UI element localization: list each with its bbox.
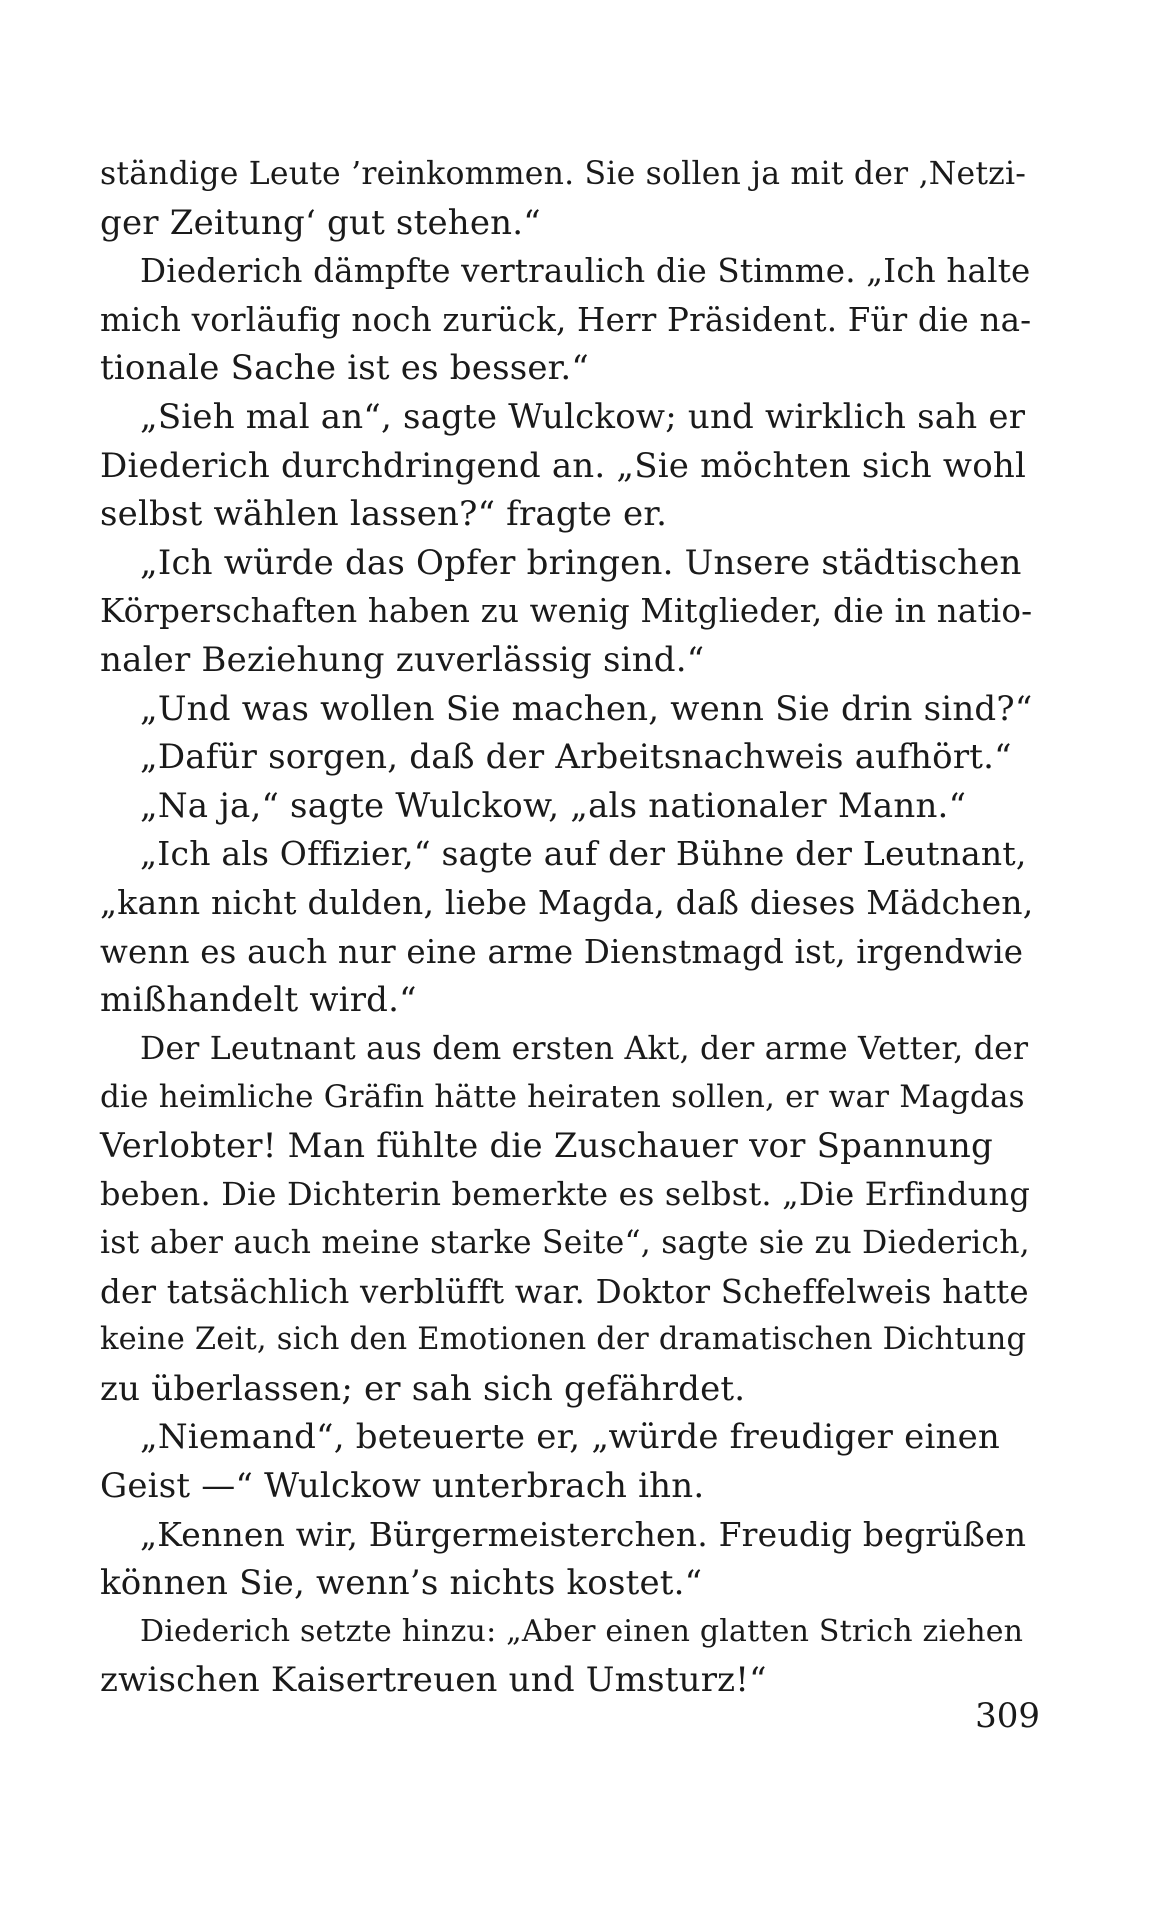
text-line: Körperschaften haben zu wenig Mitglieder, die in natio- [100,592,1033,631]
text-line: der tatsächlich verblüfft war. Doktor Scheffelweis hatte [100,1272,1029,1311]
text-line: Diederich setzte hinzu: „Aber einen glatten Strich ziehen [140,1613,1024,1649]
text-line: „Sieh mal an“, sagte Wulckow; und wirklich sah er [140,396,1026,437]
text-line: keine Zeit, sich den Emotionen der dramatischen Dichtung [100,1322,1027,1358]
text-line: „Na ja,“ sagte Wulckow, „als nationaler Mann.“ [140,785,967,826]
text-line: Verlobter! Man fühlte die Zuschauer vor Spannung [100,1125,993,1166]
text-line: „Kennen wir, Bürgermeisterchen. Freudig begrüßen [140,1514,1027,1554]
text-line: Der Leutnant aus dem ersten Akt, der arme Vetter, der [140,1030,1029,1067]
text-line: die heimliche Gräfin hätte heiraten sollen, er war Magdas [100,1079,1025,1116]
text-line: selbst wählen lassen?“ fragte er. [100,494,668,535]
body-text [100,150,1035,1705]
page-number: 309 [975,1696,1040,1736]
text-line: ger Zeitung‘ gut stehen.“ [100,202,541,243]
text-line: ist aber auch meine starke Seite“, sagte sie zu Diederich, [100,1225,1030,1262]
text-line: zu überlassen; er sah sich gefährdet. [100,1368,746,1409]
text-line: „Niemand“, beteuerte er, „würde freudiger einen [140,1417,1001,1458]
text-line: ständige Leute ’reinkommen. Sie sollen ja mit der ‚Netzi- [100,156,1027,192]
text-line: „Ich würde das Opfer bringen. Unsere städtischen [140,542,1022,583]
text-line: Diederich durchdringend an. „Sie möchten sich wohl [100,445,1027,486]
text-line: mich vorläufig noch zurück, Herr Präsident. Für die na- [100,300,1032,339]
text-line: tionale Sache ist es besser.“ [100,348,589,389]
text-line: „kann nicht dulden, liebe Magda, daß dieses Mädchen, [100,882,1034,922]
text-line: zwischen Kaisertreuen und Umsturz!“ [100,1660,767,1701]
text-line: mißhandelt wird.“ [100,980,417,1021]
text-line: „Und was wollen Sie machen, wenn Sie drin sind?“ [140,688,1033,729]
text-line: „Dafür sorgen, daß der Arbeitsnachweis aufhört.“ [140,737,1012,778]
text-line: Geist —“ Wulckow unterbrach ihn. [100,1466,705,1507]
text-line: können Sie, wenn’s nichts kostet.“ [100,1563,703,1604]
text-line: wenn es auch nur eine arme Dienstmagd ist, irgendwie [100,932,1024,971]
text-line: „Ich als Offizier,“ sagte auf der Bühne der Leutnant, [140,834,1027,874]
text-line: naler Beziehung zuverlässig sind.“ [100,639,705,680]
text-line: Diederich dämpfte vertraulich die Stimme. „Ich halte [140,252,1031,291]
text-line: beben. Die Dichterin bemerkte es selbst. „Die Erfindung [100,1175,1031,1214]
